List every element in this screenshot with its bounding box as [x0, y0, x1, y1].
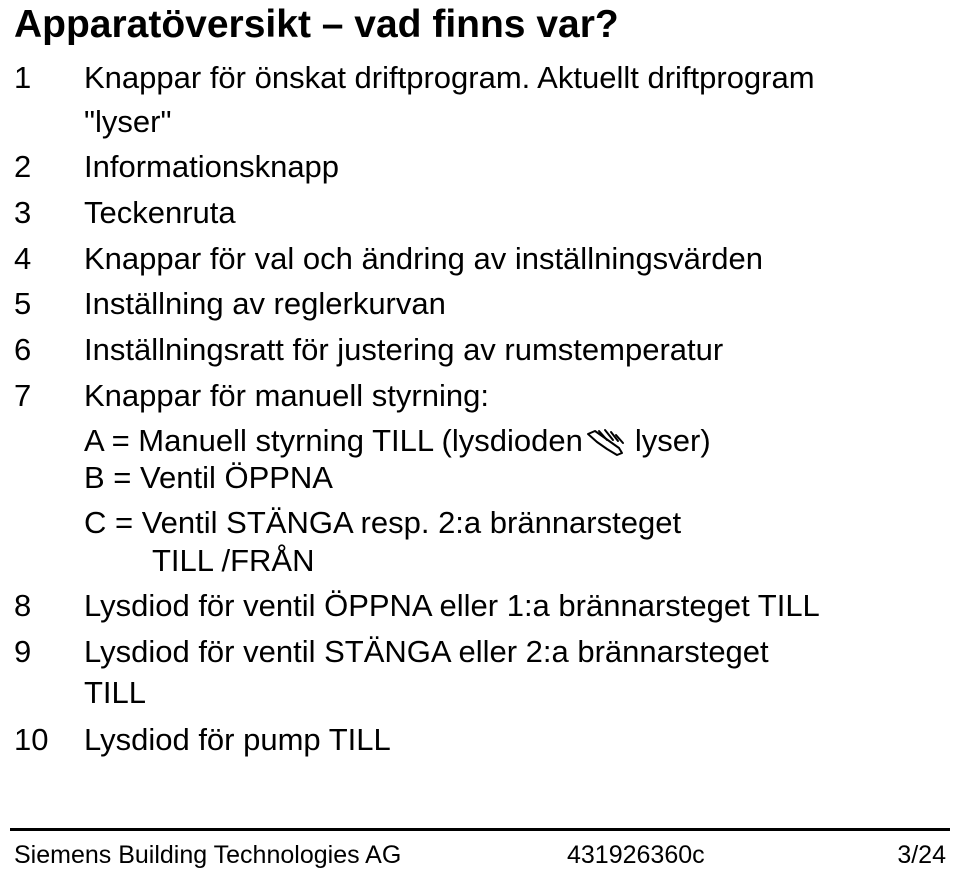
item-text: Lysdiod för ventil ÖPPNA eller 1:a brännarsteget TILL — [84, 588, 820, 623]
hand-icon — [585, 428, 629, 458]
item-text: Lysdiod för pump TILL — [84, 722, 391, 757]
item-number: 6 — [14, 332, 32, 367]
item-number: 5 — [14, 286, 32, 321]
sub-item-c-text: TILL /FRÅN — [152, 543, 315, 578]
item-text: Teckenruta — [84, 195, 236, 230]
item-text: Informationsknapp — [84, 149, 340, 184]
item-text: Knappar för önskat driftprogram. Aktuellt driftprogram — [84, 60, 815, 95]
footer-page-number: 3/24 — [897, 841, 946, 869]
footer-divider — [10, 828, 950, 831]
footer-doc-number: 431926360c — [567, 841, 705, 869]
item-number: 10 — [14, 722, 49, 757]
item-text: Knappar för val och ändring av inställningsvärden — [84, 241, 763, 276]
item-number: 4 — [14, 241, 32, 276]
footer-company: Siemens Building Technologies AG — [14, 841, 402, 869]
item-number: 3 — [14, 195, 32, 230]
item-text: "lyser" — [84, 104, 172, 139]
sub-item-a-suffix: lyser) — [634, 423, 711, 458]
item-number: 9 — [14, 634, 32, 669]
sub-item-c-text: C = Ventil STÄNGA resp. 2:a brännarsteget — [84, 505, 682, 540]
item-number: 8 — [14, 588, 32, 623]
item-number: 7 — [14, 378, 32, 413]
item-text: Inställningsratt för justering av rumstemperatur — [84, 332, 724, 367]
item-text: TILL — [84, 675, 147, 710]
item-number: 2 — [14, 149, 32, 184]
sub-item-b-text: B = Ventil ÖPPNA — [84, 460, 333, 495]
page-title: Apparatöversikt – vad finns var? — [14, 3, 619, 46]
sub-item-a-line — [84, 423, 711, 459]
item-text: Lysdiod för ventil STÄNGA eller 2:a brännarsteget — [84, 634, 769, 669]
item-text: Inställning av reglerkurvan — [84, 286, 446, 321]
item-text: Knappar för manuell styrning: — [84, 378, 489, 413]
sub-item-a-text: A = Manuell styrning TILL (lysdioden — [84, 423, 583, 458]
item-number: 1 — [14, 60, 32, 95]
